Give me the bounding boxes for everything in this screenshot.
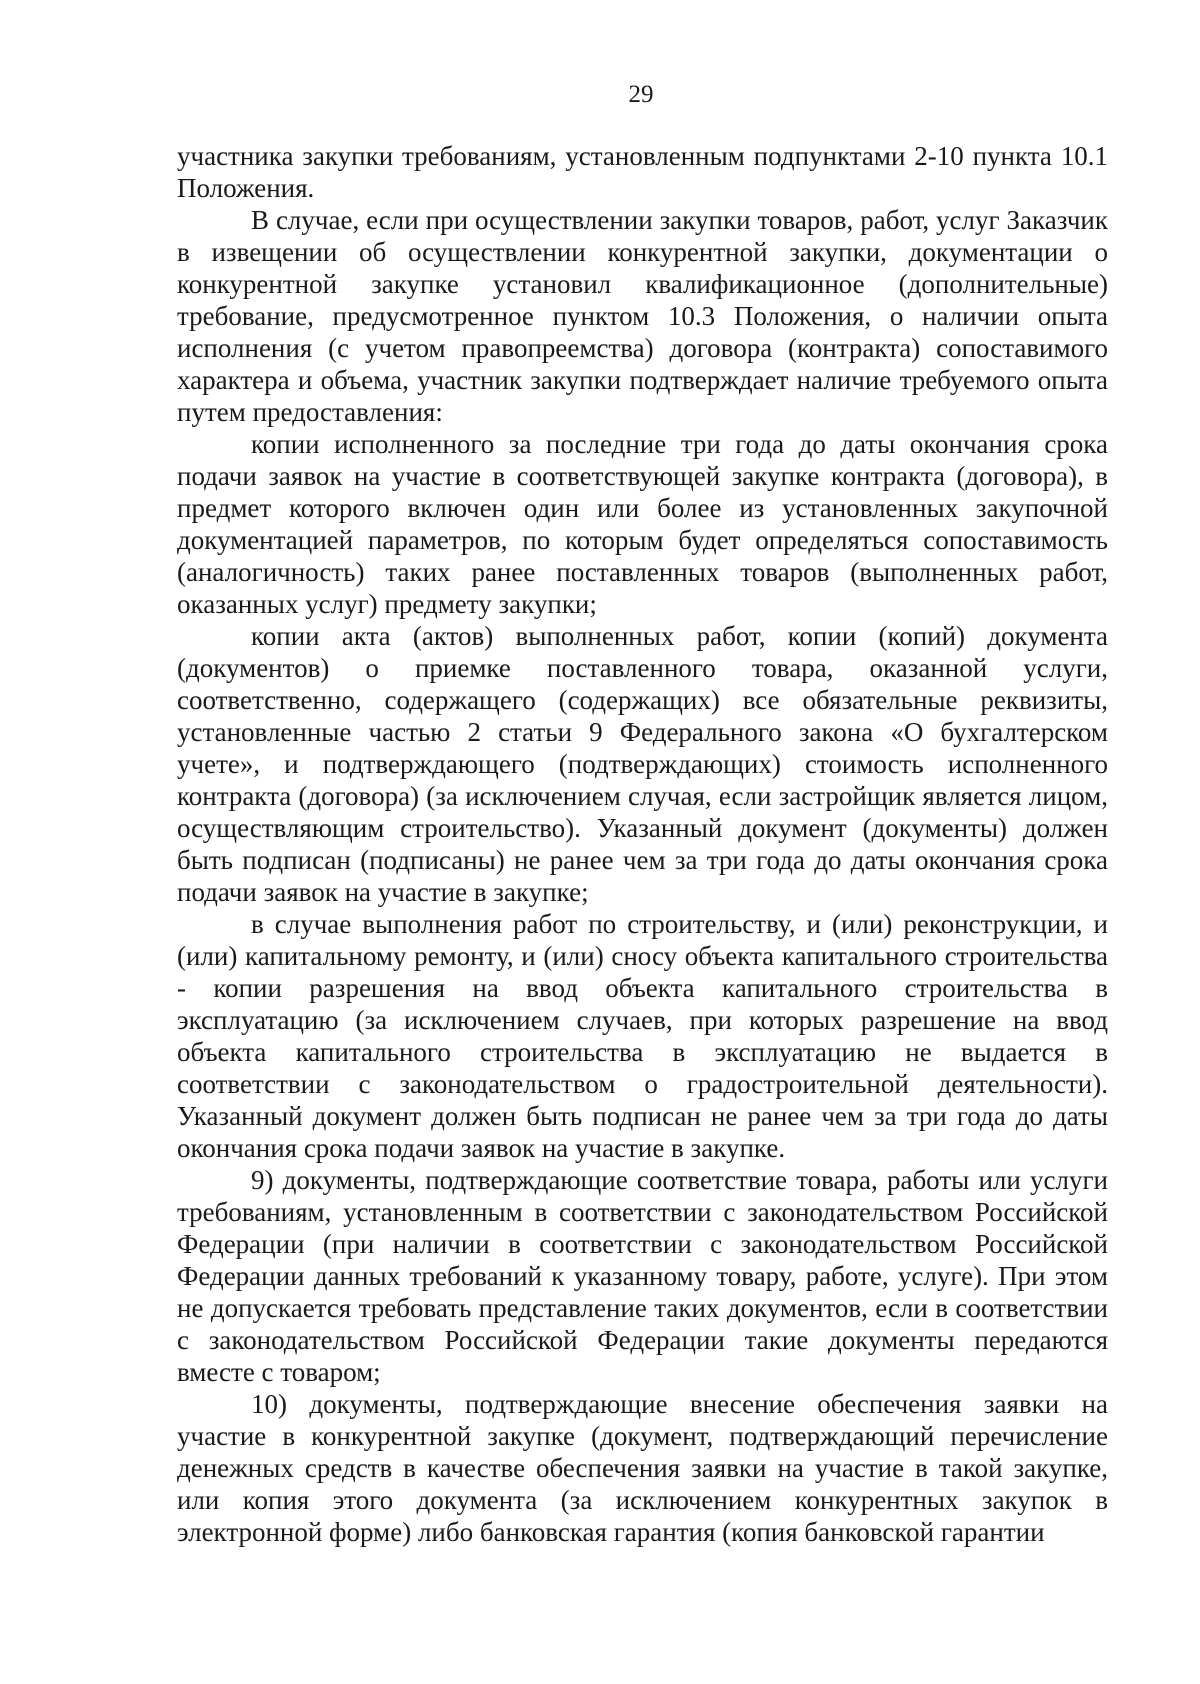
page-number: 29 — [628, 81, 654, 108]
paragraph-acceptance-acts: копии акта (актов) выполненных работ, копии (копий) документа (документов) о приемке поставленного товара, оказанной услуги, соответственно, содержащего (содержащих) все обязательные реквизиты, установленные частью 2 статьи 9 Федерального закона «О бухгалтерском учете», и подтверждающего (подтверждающих) стоимость исполненного контракта (договора) (за исключением случая, если застройщик является лицом, осуществляющим строительство). Указанный документ (документы) должен быть подписан (подписаны) не ранее чем за три года до даты окончания срока подачи заявок на участие в закупке; — [177, 621, 1108, 907]
paragraph-continuation: участника закупки требованиям, установленным подпунктами 2-10 пункта 10.1 Положения. — [177, 141, 1108, 203]
paragraph-item-10: 10) документы, подтверждающие внесение обеспечения заявки на участие в конкурентной закупке (документ, подтверждающий перечисление денежных средств в качестве обеспечения заявки на участие в такой закупке, или копия этого документа (за исключением конкурентных закупок в электронной форме) либо банковская гарантия (копия банковской гарантии — [177, 1389, 1108, 1547]
paragraph-item-9: 9) документы, подтверждающие соответствие товара, работы или услуги требованиям, установленным в соответствии с законодательством Российской Федерации (при наличии в соответствии с законодательством Российской Федерации данных требований к указанному товару, работе, услуге). При этом не допускается требовать представление таких документов, если в соответствии с законодательством Российской Федерации такие документы передаются вместе с товаром; — [177, 1165, 1108, 1387]
paragraph-contract-copies: копии исполненного за последние три года до даты окончания срока подачи заявок на участие в соответствующей закупке контракта (договора), в предмет которого включен один или более из установленных закупочной документацией параметров, по которым будет определяться сопоставимость (аналогичность) таких ранее поставленных товаров (выполненных работ, оказанных услуг) предмету закупки; — [177, 429, 1108, 619]
document-body — [177, 140, 1108, 1548]
paragraph-construction-permit: в случае выполнения работ по строительству, и (или) реконструкции, и (или) капитальному ремонту, и (или) сносу объекта капитального строительства - копии разрешения на ввод объекта капитального строительства в эксплуатацию (за исключением случаев, при которых разрешение на ввод объекта капитального строительства в эксплуатацию не выдается в соответствии с законодательством о градостроительной деятельности). Указанный документ должен быть подписан не ранее чем за три года до даты окончания срока подачи заявок на участие в закупке. — [177, 909, 1108, 1163]
paragraph-qualification-requirement: В случае, если при осуществлении закупки товаров, работ, услуг Заказчик в извещении об осуществлении конкурентной закупки, документации о конкурентной закупке установил квалификационное (дополнительные) требование, предусмотренное пунктом 10.3 Положения, о наличии опыта исполнения (с учетом правопреемства) договора (контракта) сопоставимого характера и объема, участник закупки подтверждает наличие требуемого опыта путем предоставления: — [177, 205, 1108, 427]
